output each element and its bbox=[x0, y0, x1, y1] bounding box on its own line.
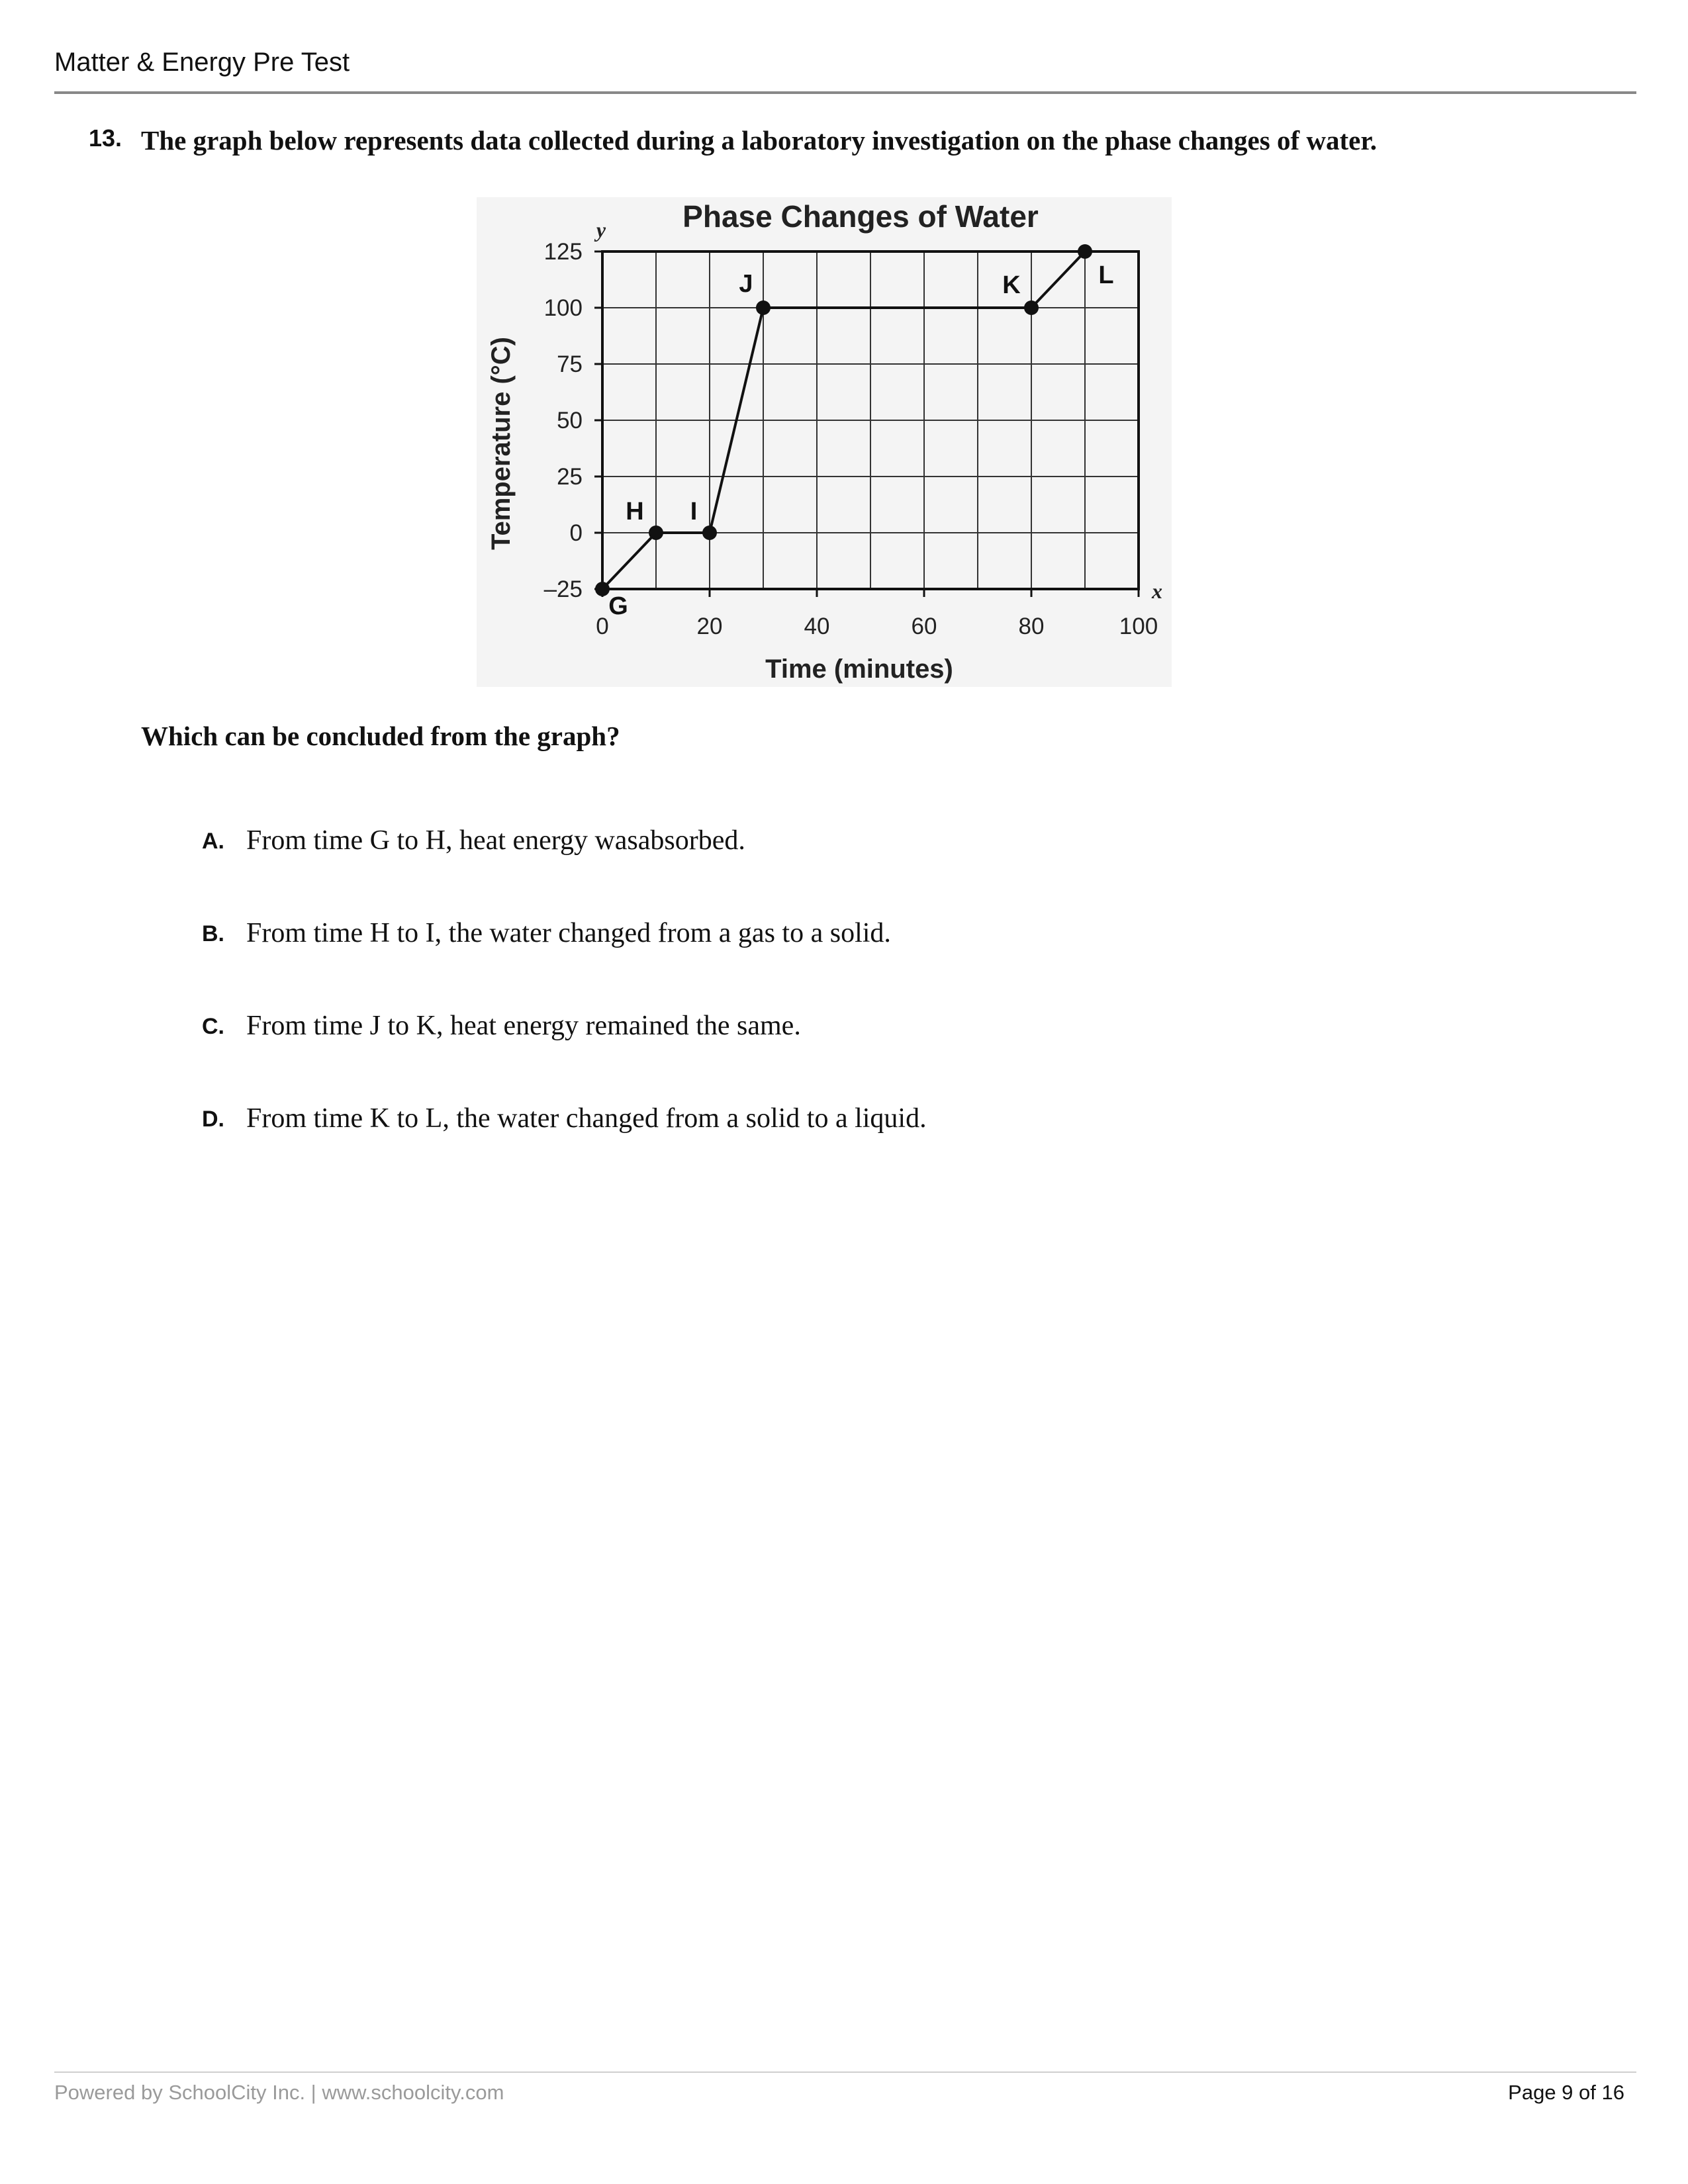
choice-d-text: From time K to L, the water changed from a solid to a liquid. bbox=[246, 1103, 927, 1134]
footer-divider bbox=[54, 2071, 1636, 2073]
y-axis-title: Temperature (°C) bbox=[487, 337, 516, 550]
choice-a-letter: A. bbox=[202, 829, 224, 854]
point-label-j: J bbox=[739, 270, 753, 298]
choice-c-letter: C. bbox=[202, 1014, 224, 1039]
chart-title: Phase Changes of Water bbox=[682, 199, 1039, 234]
data-point-l bbox=[1078, 244, 1092, 259]
question-stem: The graph below represents data collected during a laboratory investigation on the phase changes of water. bbox=[141, 125, 1378, 156]
question-number: 13. bbox=[89, 124, 122, 152]
data-point-k bbox=[1024, 300, 1039, 315]
phase-change-chart bbox=[477, 197, 1172, 687]
choice-a-text: From time G to H, heat energy wasabsorbed. bbox=[246, 825, 745, 856]
choice-b[interactable] bbox=[0, 917, 1688, 957]
data-point-i bbox=[702, 525, 717, 540]
x-tick-label: 40 bbox=[804, 614, 830, 639]
point-label-g: G bbox=[608, 592, 628, 620]
x-axis-title: Time (minutes) bbox=[765, 655, 953, 684]
x-axis-variable: x bbox=[1152, 579, 1162, 603]
data-point-j bbox=[756, 300, 771, 315]
point-label-h: H bbox=[626, 498, 644, 525]
x-tick-label: 0 bbox=[596, 614, 609, 639]
y-tick-label: 125 bbox=[543, 239, 583, 265]
x-tick-label: 60 bbox=[911, 614, 937, 639]
y-tick-label: –25 bbox=[543, 576, 583, 602]
choice-d-letter: D. bbox=[202, 1107, 224, 1132]
data-point-h bbox=[649, 525, 663, 540]
y-tick-label: 75 bbox=[557, 351, 583, 377]
test-title: Matter & Energy Pre Test bbox=[54, 48, 350, 77]
powered-by-footer[interactable]: Powered by SchoolCity Inc. | www.schoolcity.com bbox=[54, 2081, 504, 2104]
choice-c-text: From time J to K, heat energy remained the same. bbox=[246, 1011, 801, 1041]
point-label-i: I bbox=[690, 498, 698, 525]
y-tick-label: 50 bbox=[557, 408, 583, 433]
y-axis-variable: y bbox=[596, 218, 606, 242]
choice-b-text: From time H to I, the water changed from a gas to a solid. bbox=[246, 918, 891, 948]
x-tick-label: 20 bbox=[696, 614, 723, 639]
y-tick-label: 0 bbox=[569, 520, 583, 546]
question-prompt: Which can be concluded from the graph? bbox=[141, 721, 620, 751]
point-label-k: K bbox=[1002, 271, 1021, 299]
x-tick-label: 80 bbox=[1018, 614, 1045, 639]
header-divider bbox=[54, 91, 1636, 94]
choice-c[interactable] bbox=[0, 1010, 1688, 1050]
choice-d[interactable] bbox=[0, 1103, 1688, 1142]
page-indicator: Page 9 of 16 bbox=[1508, 2081, 1624, 2104]
choice-a[interactable] bbox=[0, 825, 1688, 864]
data-point-g bbox=[595, 582, 610, 596]
y-tick-label: 25 bbox=[557, 464, 583, 490]
x-tick-label: 100 bbox=[1119, 614, 1158, 639]
point-label-l: L bbox=[1098, 261, 1114, 289]
choice-b-letter: B. bbox=[202, 921, 224, 946]
y-tick-label: 100 bbox=[543, 295, 583, 321]
